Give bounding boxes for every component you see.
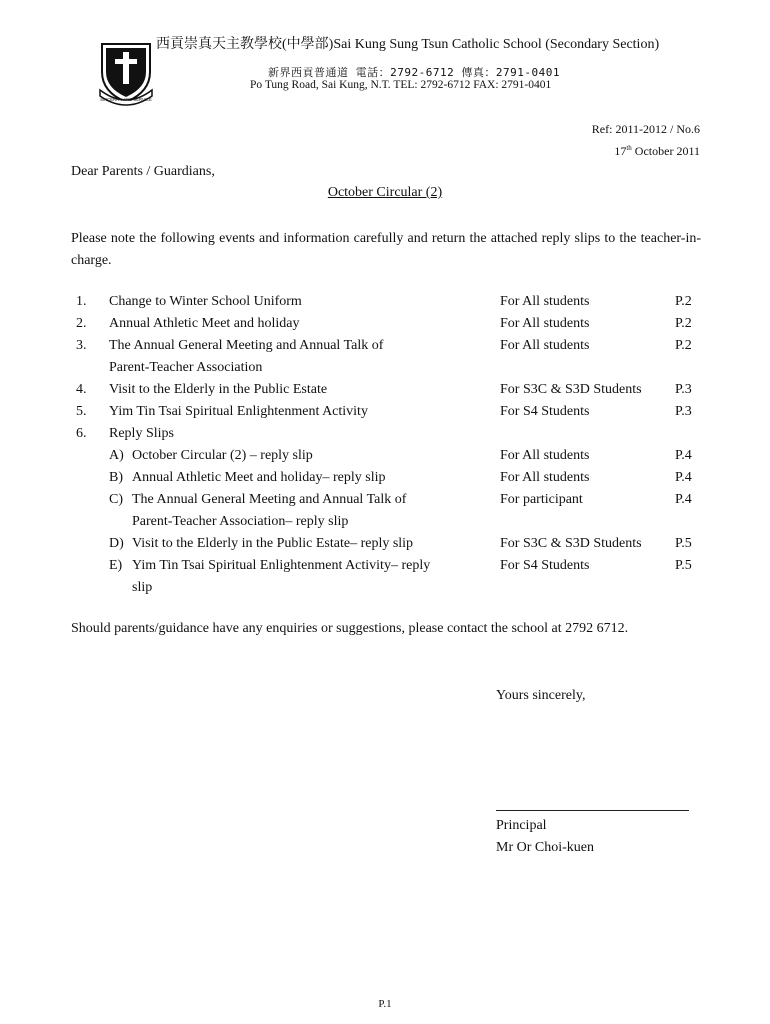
list-item (71, 401, 701, 423)
date-suffix: th (626, 144, 632, 152)
subitem-page: P.5 (675, 536, 692, 551)
circular-title-text: October Circular (2) (327, 185, 443, 200)
item-page: P.2 (675, 294, 692, 309)
subitem-audience: For S3C & S3D Students (500, 536, 642, 551)
item-number: 6. (76, 426, 87, 441)
subitem-letter: C) (109, 492, 123, 507)
school-address-chinese: 新界西貢普通道 電話：2792-6712 傳真：2791-0401 (268, 66, 560, 79)
subitem-page: P.4 (675, 470, 692, 485)
subitem-text: Visit to the Elderly in the Public Estate– reply slip (132, 536, 414, 551)
sub-list-item (71, 511, 701, 533)
subitem-letter: D) (109, 536, 124, 551)
school-name: 西貢崇真天主教學校(中學部)Sai Kung Sung Tsun Catholic School (Secondary Section) (156, 37, 660, 52)
item-audience: For S4 Students (500, 404, 590, 419)
subitem-audience: For S4 Students (500, 558, 590, 573)
item-number: 2. (76, 316, 87, 331)
item-text: Reply Slips (109, 426, 174, 441)
sub-list-item (71, 555, 701, 577)
reference-number: Ref: 2011-2012 / No.6 (591, 122, 700, 136)
circular-date (614, 144, 700, 159)
subitem-text: The Annual General Meeting and Annual Talk of (132, 492, 407, 507)
item-page: P.3 (675, 404, 692, 419)
subitem-audience: For All students (500, 470, 590, 485)
list-item (71, 379, 701, 401)
item-audience: For All students (500, 338, 590, 353)
item-number: 3. (76, 338, 87, 353)
list-item (71, 335, 701, 357)
subitem-letter: E) (109, 558, 123, 573)
sub-list-item (71, 467, 701, 489)
signatory-title: Principal (496, 818, 547, 833)
greeting: Dear Parents / Guardians, (71, 164, 215, 179)
subitem-audience: For participant (500, 492, 583, 507)
intro-paragraph: Please note the following events and information carefully and return the attached reply slips to the teacher-in-charge. (71, 231, 701, 268)
signatory-name: Mr Or Choi-kuen (496, 840, 594, 855)
sub-list-item (71, 445, 701, 467)
subitem-page: P.4 (675, 448, 692, 463)
item-audience: For All students (500, 294, 590, 309)
item-text-continued: Parent-Teacher Association (109, 360, 263, 375)
item-text: Annual Athletic Meet and holiday (109, 316, 300, 331)
item-text: The Annual General Meeting and Annual Talk of (109, 338, 384, 353)
subitem-page: P.4 (675, 492, 692, 507)
list-item (71, 357, 701, 379)
closing-salutation: Yours sincerely, (496, 688, 586, 703)
subitem-text: October Circular (2) – reply slip (132, 448, 313, 463)
item-number: 4. (76, 382, 87, 397)
signature-line (496, 810, 689, 811)
sub-list-item (71, 533, 701, 555)
sub-list-item (71, 577, 701, 599)
item-page: P.2 (675, 338, 692, 353)
date-rest: October 2011 (631, 144, 700, 158)
subitem-letter: A) (109, 448, 124, 463)
svg-text:SINCERITY AND SERVICE: SINCERITY AND SERVICE (100, 97, 152, 102)
item-audience: For All students (500, 316, 590, 331)
item-text: Visit to the Elderly in the Public Estate (109, 382, 328, 397)
subitem-text-continued: Parent-Teacher Association– reply slip (132, 514, 349, 529)
circular-title (0, 185, 770, 201)
item-page: P.2 (675, 316, 692, 331)
item-text: Yim Tin Tsai Spiritual Enlightenment Activity (109, 404, 368, 419)
subitem-page: P.5 (675, 558, 692, 573)
item-audience: For S3C & S3D Students (500, 382, 642, 397)
enquiry-note: Should parents/guidance have any enquiries or suggestions, please contact the school at 2792 6712. (71, 621, 629, 636)
page-number: P.1 (378, 998, 392, 1010)
list-item (71, 291, 701, 313)
item-number: 1. (76, 294, 87, 309)
subitem-text: Yim Tin Tsai Spiritual Enlightenment Activity– reply (132, 558, 431, 573)
subitem-text-continued: slip (132, 580, 153, 595)
list-item (71, 423, 701, 445)
school-crest-logo (96, 38, 156, 106)
list-item (71, 313, 701, 335)
subitem-letter: B) (109, 470, 123, 485)
sub-list-item (71, 489, 701, 511)
school-address-english: Po Tung Road, Sai Kung, N.T. TEL: 2792-6712 FAX: 2791-0401 (250, 79, 552, 91)
date-day: 17 (614, 144, 627, 158)
subitem-text: Annual Athletic Meet and holiday– reply slip (132, 470, 386, 485)
item-number: 5. (76, 404, 87, 419)
item-text: Change to Winter School Uniform (109, 294, 302, 309)
item-page: P.3 (675, 382, 692, 397)
subitem-audience: For All students (500, 448, 590, 463)
